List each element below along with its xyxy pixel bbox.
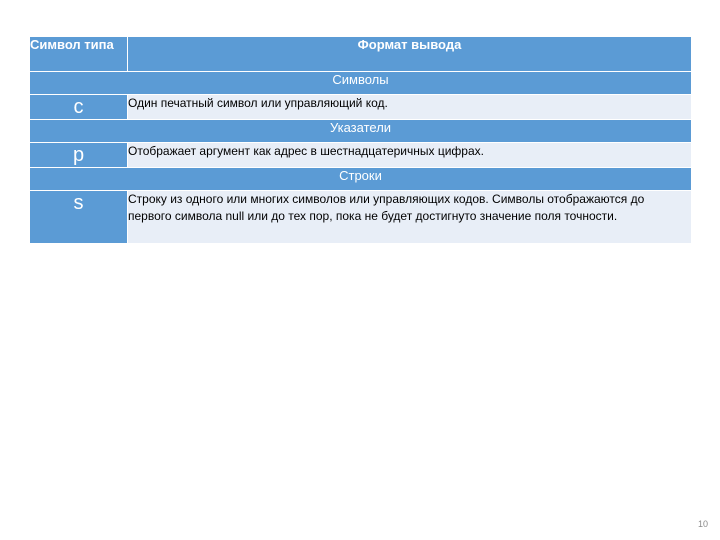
table-row <box>30 143 692 168</box>
section-title-pointers: Указатели <box>30 120 692 143</box>
symbol-cell: p <box>30 143 128 168</box>
description-cell: Один печатный символ или управляющий код. <box>128 95 692 120</box>
header-symbol-type: Символ типа <box>30 37 128 72</box>
table-header-row <box>30 37 692 72</box>
description-cell: Строку из одного или многих символов или управляющих кодов. Символы отображаются до первого символа null или до тех пор, пока не будет достигнуто значение поля точности. <box>128 191 692 244</box>
symbol-cell: s <box>30 191 128 244</box>
format-table <box>29 36 692 244</box>
description-cell: Отображает аргумент как адрес в шестнадцатеричных цифрах. <box>128 143 692 168</box>
section-row-strings <box>30 168 692 191</box>
section-title-chars: Символы <box>30 72 692 95</box>
page-number: 10 <box>697 519 708 529</box>
table-row <box>30 95 692 120</box>
section-row-chars <box>30 72 692 95</box>
table-row <box>30 191 692 244</box>
header-output-format: Формат вывода <box>128 37 692 72</box>
symbol-cell: c <box>30 95 128 120</box>
section-title-strings: Строки <box>30 168 692 191</box>
section-row-pointers <box>30 120 692 143</box>
